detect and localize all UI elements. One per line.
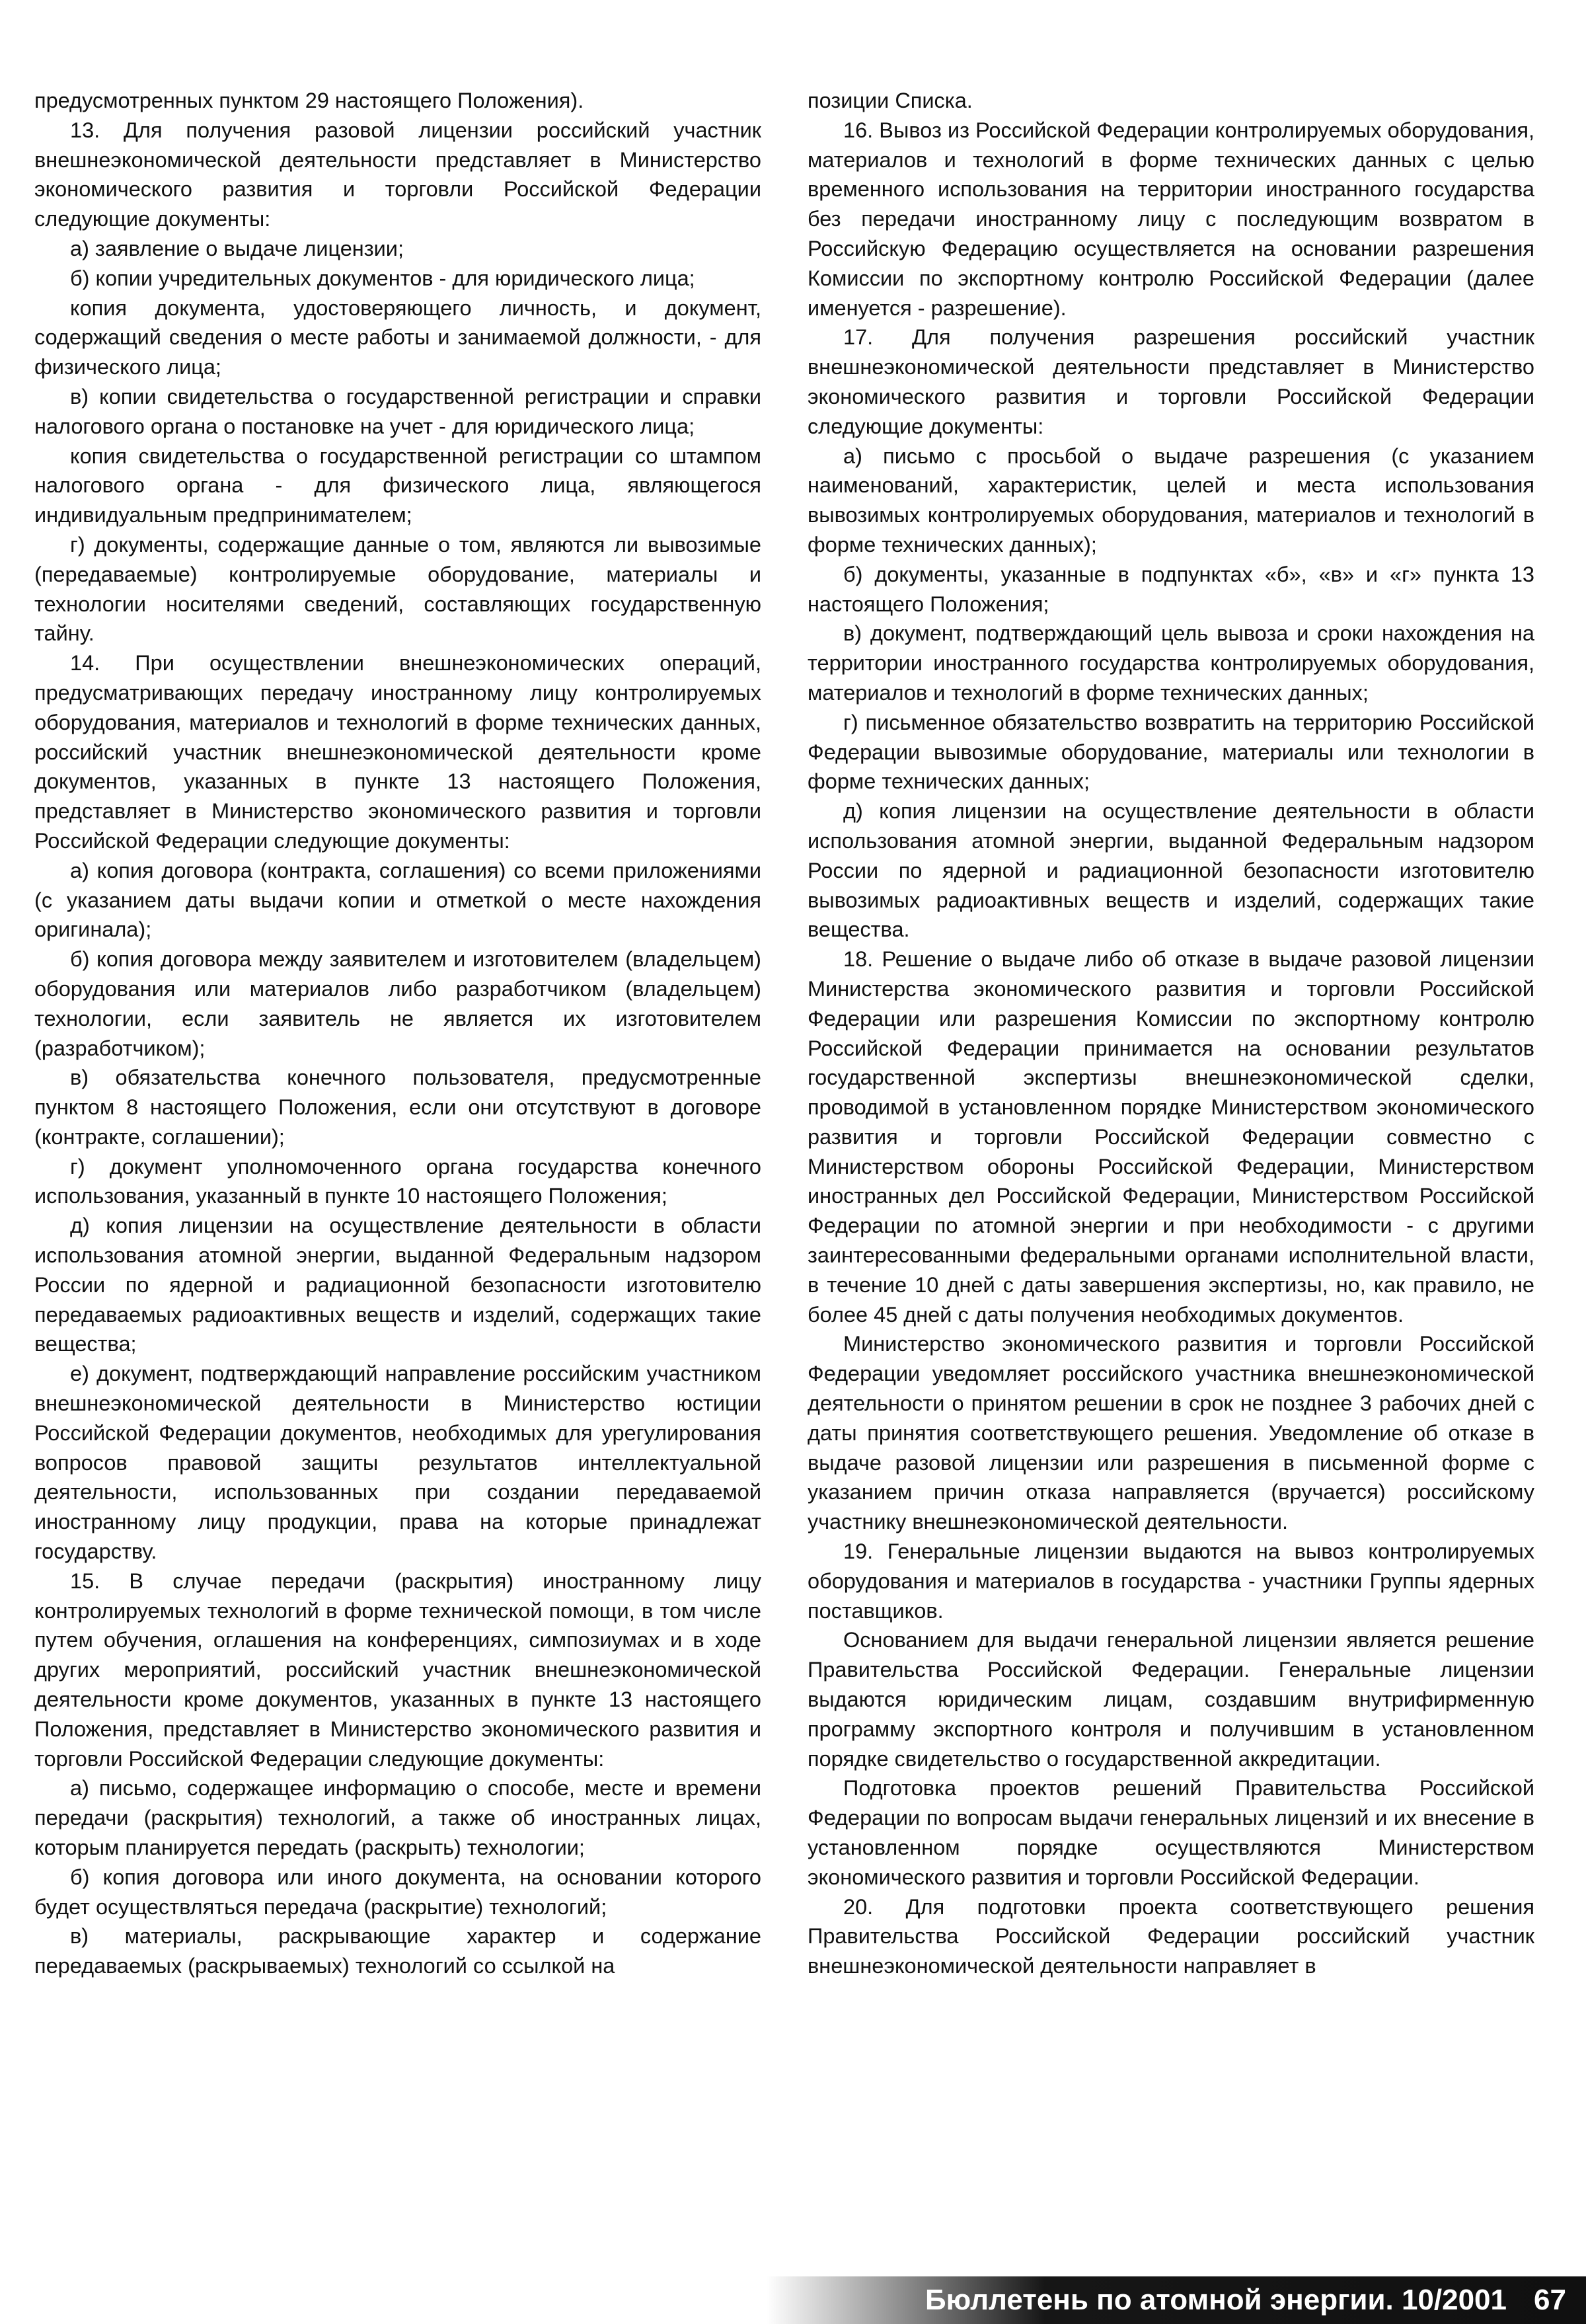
paragraph: Министерство экономического развития и торговли Российской Федерации уведомляет российского участника внешнеэкономической деятельности о принятом решении в срок не позднее 3 рабочих дней с даты принятия соответствующего решения. Уведомление об отказе в выдаче разовой лицензии или разрешения в письменной форме с указанием причин отказа направляется (вручается) российскому участнику внешнеэкономической деятельности. [808,1332,1534,1534]
paragraph: копия документа, удостоверяющего личность, и документ, содержащий сведения о месте работы и занимаемой должности, - для физического лица; [34,295,761,379]
paragraph: а) копия договора (контракта, соглашения) со всеми приложениями (с указанием даты выдачи копии и отметкой о месте нахождения оригинала); [34,858,761,942]
paragraph: в) материалы, раскрывающие характер и содержание передаваемых (раскрываемых) технологий со ссылкой на [34,1924,761,1978]
paragraph: 15. В случае передачи (раскрытия) иностранному лицу контролируемых технологий в форме технической помощи, в том числе путем обучения, оглашения на конференциях, симпозиумах и в ходе других мероприятий, российский участник внешнеэкономической деятельности кроме документов, указанных в пункте 13 настоящего Положения, представляет в Министерство экономического развития и торговли Российской Федерации следующие документы: [34,1569,761,1771]
paragraph: 18. Решение о выдаче либо об отказе в выдаче разовой лицензии Министерства экономического развития и торговли Российской Федерации или разрешения Комиссии по экспортному контролю Российской Федерации принимается на основании результатов государственной экспертизы внешнеэкономической сделки, проводимой в установленном порядке Министерством экономического развития и торговли Российской Федерации совместно с Министерством обороны Российской Федерации, Министерством иностранных дел Российской Федерации, Министерством Российской Федерации по атомной энергии и при необходимости - с другими заинтересованными федеральными органами исполнительной власти, в течение 10 дней с даты завершения экспертизы, но, как правило, не более 45 дней с даты получения необходимых документов. [808,947,1534,1327]
page-number: 67 [1534,2284,1566,2316]
paragraph: позиции Списка. [808,89,973,112]
left-column [34,86,761,1981]
paragraph: г) документ уполномоченного органа государства конечного использования, указанный в пункте 10 настоящего Положения; [34,1154,761,1208]
paragraph: е) документ, подтверждающий направление российским участником внешнеэкономической деятельности в Министерство юстиции Российской Федерации документов, необходимых для урегулирования вопросов правовой защиты результатов интеллектуальной деятельности, использованных при создании передаваемой иностранному лицу продукции, права на которые принадлежат государству. [34,1362,761,1564]
paragraph: в) документ, подтверждающий цель вывоза и сроки нахождения на территории иностранного государства контролируемых оборудования, материалов и технологий в форме технических данных; [808,621,1534,705]
paragraph: 16. Вывоз из Российской Федерации контролируемых оборудования, материалов и технологий в форме технических данных с целью временного использования на территории иностранного государства без передачи иностранному лицу с последующим возвратом в Российскую Федерацию осуществляется на основании разрешения Комиссии по экспортному контролю Российской Федерации (далее именуется - разрешение). [808,118,1534,320]
paragraph: 20. Для подготовки проекта соответствующего решения Правительства Российской Федерации российский участник внешнеэкономической деятельности направляет в [808,1894,1534,1978]
paragraph: 13. Для получения разовой лицензии российский участник внешнеэкономической деятельности представляет в Министерство экономического развития и торговли Российской Федерации следующие документы: [34,118,761,231]
right-column [808,86,1534,1981]
paragraph: копия свидетельства о государственной регистрации со штампом налогового органа - для физического лица, являющегося индивидуальным предпринимателем; [34,444,761,527]
paragraph: 19. Генеральные лицензии выдаются на вывоз контролируемых оборудования и материалов в государства - участники Группы ядерных поставщиков. [808,1539,1534,1623]
paragraph: в) обязательства конечного пользователя, предусмотренные пунктом 8 настоящего Положения, если они отсутствуют в договоре (контракте, соглашении); [34,1065,761,1149]
paragraph: 14. При осуществлении внешнеэкономических операций, предусматривающих передачу иностранному лицу контролируемых оборудования, материалов и технологий в форме технических данных, российский участник внешнеэкономической деятельности кроме документов, указанных в пункте 13 настоящего Положения, представляет в Министерство экономического развития и торговли Российской Федерации следующие документы: [34,651,761,853]
paragraph: д) копия лицензии на осуществление деятельности в области использования атомной энергии, выданной Федеральным надзором России по ядерной и радиационной безопасности изготовителю передаваемых радиоактивных веществ и изделий, содержащих такие вещества; [34,1214,761,1356]
footer-bar [767,2276,1586,2324]
journal-title: Бюллетень по атомной энергии. 10/2001 [925,2284,1507,2316]
paragraph: б) копия договора или иного документа, на основании которого будет осуществляться передача (раскрытие) технологий; [34,1865,761,1919]
paragraph: г) документы, содержащие данные о том, являются ли вывозимые (передаваемые) контролируемые оборудование, материалы и технологии носителями сведений, составляющих государственную тайну. [34,532,761,646]
paragraph: в) копии свидетельства о государственной регистрации и справки налогового органа о постановке на учет - для юридического лица; [34,384,761,438]
paragraph: г) письменное обязательство возвратить на территорию Российской Федерации вывозимые оборудование, материалы или технологии в форме технических данных; [808,710,1534,794]
paragraph: б) копия договора между заявителем и изготовителем (владельцем) оборудования или материалов либо разработчиком (владельцем) технологии, если заявитель не является их изготовителем (разработчиком); [34,947,761,1060]
paragraph: б) документы, указанные в подпунктах «б», «в» и «г» пункта 13 настоящего Положения; [808,562,1534,616]
paragraph: а) письмо с просьбой о выдаче разрешения (с указанием наименований, характеристик, целей и места использования вывозимых контролируемых оборудования, материалов и технологий в форме технических данных); [808,444,1534,557]
paragraph: 17. Для получения разрешения российский участник внешнеэкономической деятельности представляет в Министерство экономического развития и торговли Российской Федерации следующие документы: [808,325,1534,438]
paragraph: предусмотренных пунктом 29 настоящего Положения). [34,89,584,112]
paragraph: б) копии учредительных документов - для юридического лица; [70,266,695,290]
paragraph: д) копия лицензии на осуществление деятельности в области использования атомной энергии, выданной Федеральным надзором России по ядерной и радиационной безопасности изготовителю вывозимых радиоактивных веществ и изделий, содержащих такие вещества. [808,799,1534,942]
paragraph: Основанием для выдачи генеральной лицензии является решение Правительства Российской Федерации. Генеральные лицензии выдаются юридическим лицам, создавшим внутрифирменную программу экспортного контроля и получившим в установленном порядке свидетельство о государственной аккредитации. [808,1628,1534,1771]
paragraph: Подготовка проектов решений Правительства Российской Федерации по вопросам выдачи генеральных лицензий и их внесение в установленном порядке осуществляются Министерством экономического развития и торговли Российской Федерации. [808,1776,1534,1889]
paragraph: а) заявление о выдаче лицензии; [70,236,404,260]
paragraph: а) письмо, содержащее информацию о способе, месте и времени передачи (раскрытия) технологий, а также об иностранных лицах, которым планируется передать (раскрыть) технологии; [34,1776,761,1860]
